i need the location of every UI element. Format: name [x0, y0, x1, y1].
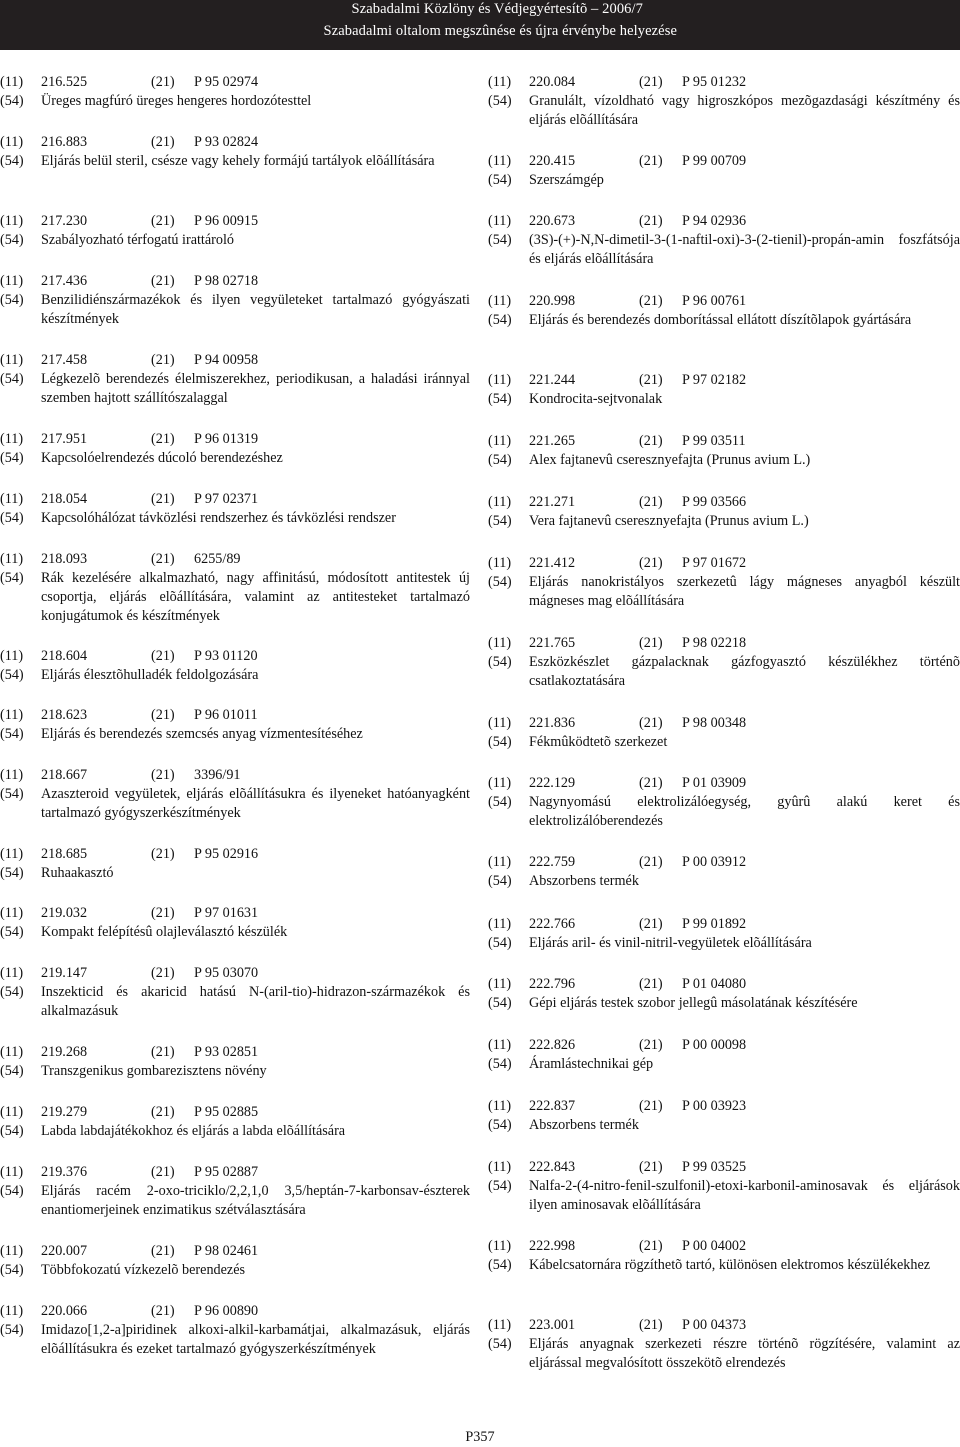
patent-title: Kompakt felépítésû olajleválasztó készülék — [41, 924, 288, 940]
patent-entry — [488, 493, 960, 531]
code-21-label: (21) — [151, 767, 175, 783]
patent-entry — [488, 292, 960, 330]
application-number: P 98 00348 — [682, 715, 747, 731]
code-21-label: (21) — [639, 1317, 663, 1333]
code-11-label: (11) — [0, 1104, 24, 1120]
patent-number: 222.759 — [529, 854, 576, 870]
code-21-label: (21) — [151, 1104, 175, 1120]
code-11-label: (11) — [488, 1317, 512, 1333]
code-11-label: (11) — [0, 767, 24, 783]
patent-entry — [488, 371, 960, 409]
patent-entry — [0, 904, 470, 942]
patent-entry — [488, 1158, 960, 1215]
application-number: P 96 01011 — [194, 707, 258, 723]
code-11-label: (11) — [488, 854, 512, 870]
code-11-label: (11) — [0, 965, 24, 981]
application-number: P 99 03525 — [682, 1159, 747, 1175]
patent-title: Nagynyomású elektrolizálóegység, gyûrû alakú keret és elektrolizálóberendezés — [529, 794, 960, 829]
code-21-label: (21) — [639, 293, 663, 309]
patent-title: Szabályozható térfogatú irattároló — [41, 232, 235, 248]
application-number: P 95 02887 — [194, 1164, 259, 1180]
code-54-label: (54) — [0, 984, 24, 1000]
application-number: P 94 00958 — [194, 352, 259, 368]
application-number: P 93 01120 — [194, 648, 258, 664]
patent-number: 219.147 — [41, 965, 88, 981]
code-54-label: (54) — [488, 734, 512, 750]
patent-entry — [0, 272, 470, 329]
code-11-label: (11) — [488, 74, 512, 90]
patent-number: 221.244 — [529, 372, 576, 388]
application-number: P 98 02461 — [194, 1243, 259, 1259]
code-21-label: (21) — [639, 213, 663, 229]
application-number: P 95 02974 — [194, 74, 259, 90]
patent-title: Ruhaakasztó — [41, 865, 114, 881]
code-21-label: (21) — [151, 648, 175, 664]
patent-entry — [488, 1316, 960, 1373]
code-11-label: (11) — [488, 1159, 512, 1175]
application-number: P 93 02824 — [194, 134, 259, 150]
patent-entry — [0, 212, 470, 250]
patent-number: 221.836 — [529, 715, 576, 731]
code-11-label: (11) — [0, 74, 24, 90]
patent-title: Eljárás élesztõhulladék feldolgozására — [41, 667, 259, 683]
code-11-label: (11) — [488, 635, 512, 651]
patent-number: 221.765 — [529, 635, 576, 651]
patent-number: 220.673 — [529, 213, 576, 229]
patent-title: Eszközkészlet gázpalacknak gázfogyasztó készülékhez történõ csatlakoztatására — [529, 654, 960, 689]
code-54-label: (54) — [0, 153, 24, 169]
code-54-label: (54) — [488, 1178, 512, 1194]
code-11-label: (11) — [0, 1044, 24, 1060]
patent-entry — [488, 1036, 960, 1074]
patent-number: 219.268 — [41, 1044, 88, 1060]
patent-entry — [488, 212, 960, 269]
code-54-label: (54) — [488, 794, 512, 810]
code-21-label: (21) — [639, 976, 663, 992]
code-21-label: (21) — [151, 1044, 175, 1060]
patent-title: Gépi eljárás testek szobor jellegû másolatának készítésére — [529, 995, 858, 1011]
application-number: P 97 01672 — [682, 555, 747, 571]
code-11-label: (11) — [0, 431, 24, 447]
patent-title: Kábelcsatornára rögzíthetõ tartó, különösen elektromos készülékekhez — [529, 1257, 931, 1273]
code-11-label: (11) — [0, 273, 24, 289]
code-11-label: (11) — [488, 916, 512, 932]
patent-entry — [0, 1242, 470, 1280]
application-number: P 94 02936 — [682, 213, 747, 229]
application-number: P 00 00098 — [682, 1037, 747, 1053]
code-54-label: (54) — [0, 1063, 24, 1079]
code-21-label: (21) — [151, 134, 175, 150]
patent-entry — [488, 915, 960, 953]
code-54-label: (54) — [0, 1183, 24, 1199]
code-54-label: (54) — [0, 1322, 24, 1338]
application-number: P 96 00761 — [682, 293, 747, 309]
application-number: P 96 00890 — [194, 1303, 259, 1319]
patent-number: 218.623 — [41, 707, 88, 723]
code-11-label: (11) — [0, 134, 24, 150]
code-21-label: (21) — [151, 1303, 175, 1319]
patent-title: Kapcsolóelrendezés dúcoló berendezéshez — [41, 450, 283, 466]
patent-entry — [0, 845, 470, 883]
code-11-label: (11) — [0, 491, 24, 507]
application-number: P 96 01319 — [194, 431, 259, 447]
patent-title: Azaszteroid vegyületek, eljárás elõállításukra és ilyeneket hatóanyagként tartalmazó gyógyszerkészítmények — [41, 786, 470, 821]
code-11-label: (11) — [0, 905, 24, 921]
patent-number: 221.412 — [529, 555, 576, 571]
patent-title: Többfokozatú vízkezelõ berendezés — [41, 1262, 246, 1278]
patent-entry — [488, 73, 960, 130]
code-54-label: (54) — [0, 510, 24, 526]
application-number: P 98 02718 — [194, 273, 259, 289]
patent-entry — [488, 1237, 960, 1275]
patent-number: 221.271 — [529, 494, 576, 510]
patent-title: Abszorbens termék — [529, 873, 639, 889]
patent-number: 222.826 — [529, 1037, 576, 1053]
patent-number: 222.843 — [529, 1159, 576, 1175]
code-54-label: (54) — [488, 232, 512, 248]
code-21-label: (21) — [639, 635, 663, 651]
code-21-label: (21) — [639, 494, 663, 510]
code-21-label: (21) — [151, 491, 175, 507]
patent-entry — [0, 1103, 470, 1141]
code-11-label: (11) — [0, 846, 24, 862]
code-21-label: (21) — [151, 213, 175, 229]
code-21-label: (21) — [639, 1159, 663, 1175]
code-11-label: (11) — [488, 775, 512, 791]
code-21-label: (21) — [639, 153, 663, 169]
patent-entry — [488, 774, 960, 831]
code-11-label: (11) — [0, 551, 24, 567]
patent-title: Eljárás anyagnak szerkezeti részre történõ rögzítésére, valamint az eljárással megvalósított összekötõ elrendezés — [529, 1336, 960, 1371]
code-11-label: (11) — [0, 213, 24, 229]
page-number: P357 — [465, 1429, 495, 1445]
patent-number: 216.525 — [41, 74, 88, 90]
patent-number: 220.066 — [41, 1303, 88, 1319]
code-21-label: (21) — [151, 273, 175, 289]
patent-title: Rák kezelésére alkalmazható, nagy affinitású, módosított antitestek új csoportja, eljárás elõállítására, valamint az antitesteket tartalmazó konjugátumok és készítmények — [41, 570, 470, 624]
patent-title: Eljárás és berendezés szemcsés anyag vízmentesítéséhez — [41, 726, 363, 742]
patent-entry — [488, 1097, 960, 1135]
code-11-label: (11) — [0, 707, 24, 723]
code-54-label: (54) — [488, 1336, 512, 1352]
patent-title: Benzilidiénszármazékok és ilyen vegyületeket tartalmazó gyógyászati készítmények — [41, 292, 470, 327]
application-number: P 95 02916 — [194, 846, 259, 862]
patent-number: 218.604 — [41, 648, 88, 664]
code-21-label: (21) — [151, 74, 175, 90]
code-21-label: (21) — [639, 775, 663, 791]
code-54-label: (54) — [488, 574, 512, 590]
code-21-label: (21) — [639, 1037, 663, 1053]
application-number: 3396/91 — [194, 767, 241, 783]
patent-entry — [488, 152, 960, 190]
code-54-label: (54) — [0, 667, 24, 683]
code-54-label: (54) — [0, 1262, 24, 1278]
code-54-label: (54) — [488, 391, 512, 407]
code-54-label: (54) — [488, 995, 512, 1011]
patent-number: 222.998 — [529, 1238, 576, 1254]
patent-entry — [0, 133, 470, 171]
code-54-label: (54) — [0, 786, 24, 802]
patent-entry — [0, 550, 470, 626]
code-11-label: (11) — [0, 352, 24, 368]
code-21-label: (21) — [639, 1098, 663, 1114]
patent-number: 220.084 — [529, 74, 576, 90]
patent-title: Áramlástechnikai gép — [529, 1056, 654, 1072]
code-11-label: (11) — [488, 555, 512, 571]
patent-title: Kondrocita-sejtvonalak — [529, 391, 663, 407]
patent-title: Szerszámgép — [529, 172, 604, 188]
patent-entry — [488, 554, 960, 611]
patent-entry — [0, 430, 470, 468]
section-title: Szabadalmi oltalom megszûnése és újra érvénybe helyezése — [323, 23, 677, 39]
code-11-label: (11) — [488, 153, 512, 169]
application-number: P 01 03909 — [682, 775, 747, 791]
code-21-label: (21) — [639, 916, 663, 932]
patent-entry — [0, 351, 470, 408]
application-number: P 99 03511 — [682, 433, 746, 449]
application-number: P 00 03912 — [682, 854, 747, 870]
code-11-label: (11) — [488, 1037, 512, 1053]
application-number: P 99 03566 — [682, 494, 747, 510]
patent-number: 222.766 — [529, 916, 576, 932]
patent-entry — [0, 490, 470, 528]
code-54-label: (54) — [488, 1056, 512, 1072]
application-number: P 95 03070 — [194, 965, 259, 981]
patent-entry — [0, 766, 470, 823]
patent-title: Granulált, vízoldható vagy higroszkópos mezõgazdasági készítmény és eljárás elõállítására — [529, 93, 960, 128]
code-54-label: (54) — [0, 93, 24, 109]
code-54-label: (54) — [0, 865, 24, 881]
code-21-label: (21) — [151, 905, 175, 921]
application-number: 6255/89 — [194, 551, 241, 567]
application-number: P 93 02851 — [194, 1044, 259, 1060]
code-54-label: (54) — [488, 1257, 512, 1273]
application-number: P 99 01892 — [682, 916, 747, 932]
code-21-label: (21) — [151, 965, 175, 981]
code-54-label: (54) — [488, 1117, 512, 1133]
code-11-label: (11) — [488, 433, 512, 449]
patent-title: Légkezelõ berendezés élelmiszerekhez, periodikusan, a haladási iránnyal szemben hajtott szállítószalaggal — [41, 371, 470, 406]
patent-entry — [0, 1163, 470, 1220]
patent-number: 223.001 — [529, 1317, 576, 1333]
code-54-label: (54) — [0, 1123, 24, 1139]
code-54-label: (54) — [488, 513, 512, 529]
patent-number: 217.436 — [41, 273, 88, 289]
code-54-label: (54) — [488, 172, 512, 188]
patent-entry — [0, 647, 470, 685]
patent-number: 217.230 — [41, 213, 88, 229]
code-21-label: (21) — [639, 1238, 663, 1254]
code-54-label: (54) — [488, 654, 512, 670]
patent-number: 218.685 — [41, 846, 88, 862]
patent-entry — [0, 706, 470, 744]
journal-title: Szabadalmi Közlöny és Védjegyértesítõ – 2006/7 — [351, 1, 643, 17]
patent-number: 217.951 — [41, 431, 88, 447]
patent-number: 222.796 — [529, 976, 576, 992]
code-21-label: (21) — [151, 431, 175, 447]
patent-title: Nalfa-2-(4-nitro-fenil-szulfonil)-etoxi-karbonil-aminosavak és eljárások ilyen aminosavak elõállítására — [529, 1178, 960, 1213]
code-21-label: (21) — [639, 433, 663, 449]
application-number: P 97 02182 — [682, 372, 747, 388]
patent-title: Kapcsolóhálózat távközlési rendszerhez és távközlési rendszer — [41, 510, 396, 526]
patent-entry — [488, 432, 960, 470]
code-54-label: (54) — [0, 450, 24, 466]
patent-entry — [0, 1043, 470, 1081]
patent-entry — [488, 634, 960, 691]
code-11-label: (11) — [0, 1243, 24, 1259]
patent-number: 217.458 — [41, 352, 88, 368]
patent-entry — [0, 964, 470, 1021]
patent-entry — [0, 73, 470, 111]
code-11-label: (11) — [488, 976, 512, 992]
application-number: P 00 03923 — [682, 1098, 747, 1114]
page-header — [0, 0, 960, 50]
code-21-label: (21) — [639, 74, 663, 90]
code-54-label: (54) — [488, 935, 512, 951]
patent-number: 220.998 — [529, 293, 576, 309]
code-11-label: (11) — [488, 715, 512, 731]
patent-title: Alex fajtanevû cseresznyefajta (Prunus avium L.) — [529, 452, 811, 468]
patent-title: Eljárás belül steril, csésze vagy kehely formájú tartályok elõállítására — [41, 153, 435, 169]
patent-title: Abszorbens termék — [529, 1117, 639, 1133]
code-54-label: (54) — [488, 312, 512, 328]
application-number: P 96 00915 — [194, 213, 259, 229]
patent-number: 222.837 — [529, 1098, 576, 1114]
code-11-label: (11) — [488, 293, 512, 309]
application-number: P 99 00709 — [682, 153, 747, 169]
application-number: P 01 04080 — [682, 976, 747, 992]
code-54-label: (54) — [0, 371, 24, 387]
patent-entry — [0, 1302, 470, 1359]
code-11-label: (11) — [0, 648, 24, 664]
patent-number: 216.883 — [41, 134, 88, 150]
code-54-label: (54) — [0, 232, 24, 248]
code-21-label: (21) — [639, 715, 663, 731]
patent-number: 219.279 — [41, 1104, 88, 1120]
code-21-label: (21) — [151, 352, 175, 368]
code-21-label: (21) — [639, 372, 663, 388]
patent-title: Inszekticid és akaricid hatású N-(aril-tio)-hidrazon-származékok és alkalmazásuk — [41, 984, 470, 1019]
code-21-label: (21) — [151, 1243, 175, 1259]
patent-entry — [488, 714, 960, 752]
code-11-label: (11) — [488, 213, 512, 229]
patent-number: 219.376 — [41, 1164, 88, 1180]
code-21-label: (21) — [151, 1164, 175, 1180]
patent-entry — [488, 975, 960, 1013]
patent-title: Imidazo[1,2-a]piridinek alkoxi-alkil-karbamátjai, alkalmazásuk, eljárás elõállításukra és ezeket tartalmazó gyógyszerkészítmények — [41, 1322, 470, 1357]
patent-title: Üreges magfúró üreges hengeres hordozótesttel — [41, 93, 312, 109]
patent-number: 221.265 — [529, 433, 576, 449]
patent-title: Labda labdajátékokhoz és eljárás a labda elõállítására — [41, 1123, 346, 1139]
code-54-label: (54) — [488, 873, 512, 889]
patent-title: Eljárás aril- és vinil-nitril-vegyületek elõállítására — [529, 935, 812, 951]
patent-title: Eljárás racém 2-oxo-triciklo/2,2,1,0 3,5/heptán-7-karbonsav-észterek enantiomerjeinek enzimatikus szétválasztására — [41, 1183, 470, 1218]
code-11-label: (11) — [0, 1164, 24, 1180]
patent-entry — [488, 853, 960, 891]
code-11-label: (11) — [488, 494, 512, 510]
application-number: P 95 02885 — [194, 1104, 259, 1120]
application-number: P 00 04373 — [682, 1317, 747, 1333]
patent-title: Transzgenikus gombarezisztens növény — [41, 1063, 267, 1079]
application-number: P 97 01631 — [194, 905, 259, 921]
application-number: P 98 02218 — [682, 635, 747, 651]
code-21-label: (21) — [639, 555, 663, 571]
patent-title: Eljárás nanokristályos szerkezetû lágy mágneses anyagból készült mágneses mag elõállítására — [529, 574, 960, 609]
code-21-label: (21) — [151, 707, 175, 723]
application-number: P 95 01232 — [682, 74, 747, 90]
patent-number: 218.054 — [41, 491, 88, 507]
patent-title: Vera fajtanevû cseresznyefajta (Prunus avium L.) — [529, 513, 809, 529]
code-54-label: (54) — [488, 93, 512, 109]
patent-title: (3S)-(+)-N,N-dimetil-3-(1-naftil-oxi)-3-(2-tienil)-propán-amin foszfátsója és eljárás elõállítására — [529, 232, 960, 267]
patent-number: 220.007 — [41, 1243, 88, 1259]
patent-title: Eljárás és berendezés domborítással ellátott díszítõlapok gyártására — [529, 312, 912, 328]
code-11-label: (11) — [488, 372, 512, 388]
code-21-label: (21) — [639, 854, 663, 870]
code-21-label: (21) — [151, 846, 175, 862]
code-11-label: (11) — [488, 1098, 512, 1114]
patent-number: 219.032 — [41, 905, 88, 921]
application-number: P 00 04002 — [682, 1238, 747, 1254]
code-54-label: (54) — [0, 726, 24, 742]
code-11-label: (11) — [488, 1238, 512, 1254]
patent-number: 218.667 — [41, 767, 88, 783]
patent-number: 222.129 — [529, 775, 576, 791]
code-54-label: (54) — [488, 452, 512, 468]
patent-number: 218.093 — [41, 551, 88, 567]
code-54-label: (54) — [0, 924, 24, 940]
code-54-label: (54) — [0, 570, 24, 586]
code-21-label: (21) — [151, 551, 175, 567]
code-54-label: (54) — [0, 292, 24, 308]
application-number: P 97 02371 — [194, 491, 259, 507]
code-11-label: (11) — [0, 1303, 24, 1319]
patent-title: Fékmûködtetõ szerkezet — [529, 734, 668, 750]
patent-number: 220.415 — [529, 153, 576, 169]
